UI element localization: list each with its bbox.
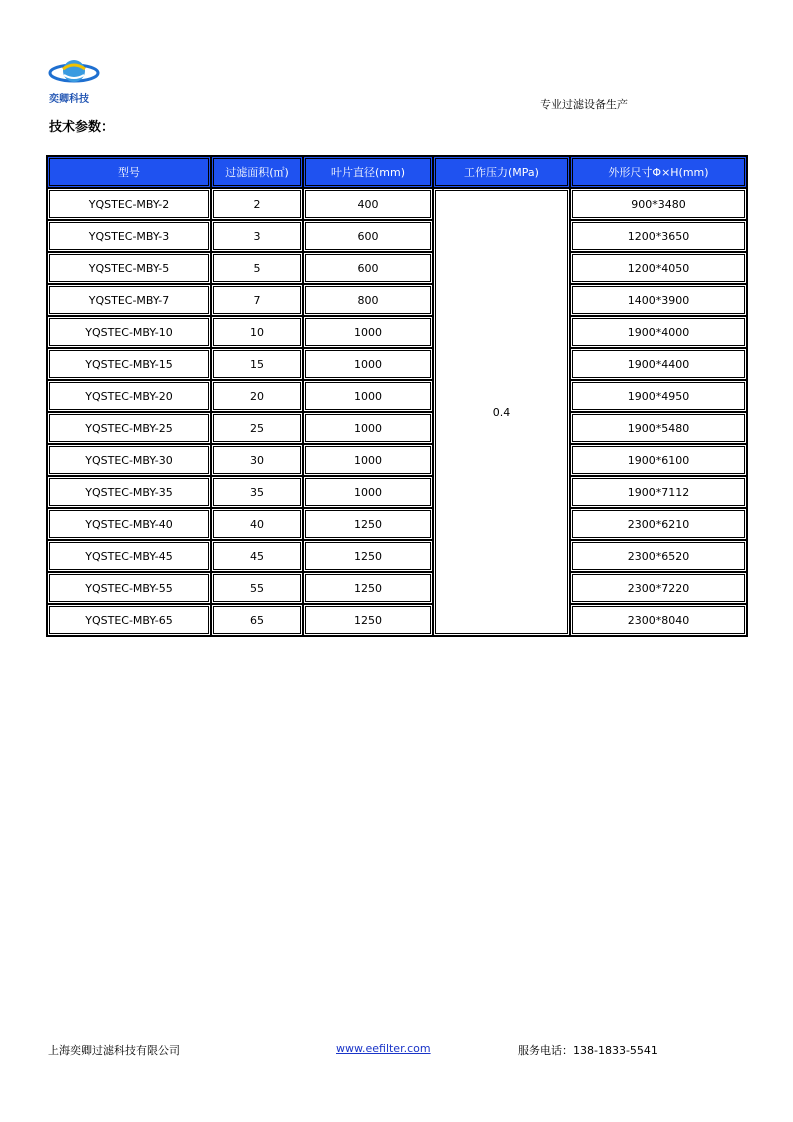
- cell-size: 2300*8040: [570, 604, 747, 636]
- cell-diameter: 800: [303, 284, 433, 316]
- table-row: [47, 220, 747, 252]
- cell-diameter: 1000: [303, 476, 433, 508]
- logo-globe-icon: [48, 55, 100, 91]
- cell-diameter: 1000: [303, 444, 433, 476]
- cell-model: YQSTEC-MBY-5: [47, 252, 211, 284]
- cell-size: 1200*4050: [570, 252, 747, 284]
- cell-diameter: 1250: [303, 604, 433, 636]
- cell-diameter: 600: [303, 252, 433, 284]
- footer-phone: 服务电话：138-1833-5541: [518, 1044, 658, 1057]
- header-size: 外形尺寸Φ×H(mm): [570, 156, 747, 188]
- footer-company-name: 上海奕卿过滤科技有限公司: [48, 1044, 180, 1057]
- table-row: [47, 380, 747, 412]
- cell-diameter: 1250: [303, 572, 433, 604]
- cell-model: YQSTEC-MBY-40: [47, 508, 211, 540]
- cell-model: YQSTEC-MBY-2: [47, 188, 211, 220]
- cell-area: 15: [211, 348, 303, 380]
- cell-size: 1200*3650: [570, 220, 747, 252]
- cell-pressure: 0.4: [433, 188, 570, 636]
- cell-area: 30: [211, 444, 303, 476]
- cell-size: 1900*4950: [570, 380, 747, 412]
- cell-model: YQSTEC-MBY-7: [47, 284, 211, 316]
- cell-model: YQSTEC-MBY-20: [47, 380, 211, 412]
- cell-area: 35: [211, 476, 303, 508]
- cell-model: YQSTEC-MBY-3: [47, 220, 211, 252]
- cell-model: YQSTEC-MBY-10: [47, 316, 211, 348]
- table-row: [47, 476, 747, 508]
- cell-model: YQSTEC-MBY-55: [47, 572, 211, 604]
- cell-model: YQSTEC-MBY-35: [47, 476, 211, 508]
- cell-area: 3: [211, 220, 303, 252]
- cell-size: 900*3480: [570, 188, 747, 220]
- header-model: 型号: [47, 156, 211, 188]
- table-row: [47, 252, 747, 284]
- cell-area: 55: [211, 572, 303, 604]
- cell-diameter: 600: [303, 220, 433, 252]
- cell-size: 2300*7220: [570, 572, 747, 604]
- logo-text: 奕卿科技: [49, 94, 89, 105]
- cell-size: 2300*6210: [570, 508, 747, 540]
- section-title: 技术参数：: [49, 120, 115, 135]
- cell-area: 10: [211, 316, 303, 348]
- cell-size: 1900*4400: [570, 348, 747, 380]
- cell-size: 1900*5480: [570, 412, 747, 444]
- cell-diameter: 1000: [303, 348, 433, 380]
- table-header-row: [47, 156, 747, 188]
- table-row: [47, 604, 747, 636]
- cell-model: YQSTEC-MBY-45: [47, 540, 211, 572]
- table-row: [47, 508, 747, 540]
- tagline: 专业过滤设备生产: [540, 98, 628, 111]
- table-row: [47, 540, 747, 572]
- cell-area: 40: [211, 508, 303, 540]
- header-pressure: 工作压力(MPa): [433, 156, 570, 188]
- table-row: [47, 412, 747, 444]
- header-area: 过滤面积(㎡): [211, 156, 303, 188]
- table-row: [47, 572, 747, 604]
- cell-area: 20: [211, 380, 303, 412]
- cell-model: YQSTEC-MBY-30: [47, 444, 211, 476]
- cell-area: 5: [211, 252, 303, 284]
- cell-area: 7: [211, 284, 303, 316]
- cell-model: YQSTEC-MBY-15: [47, 348, 211, 380]
- table-row: [47, 348, 747, 380]
- table-row: [47, 188, 747, 220]
- cell-size: 1900*6100: [570, 444, 747, 476]
- cell-area: 2: [211, 188, 303, 220]
- cell-diameter: 1000: [303, 412, 433, 444]
- header-diameter: 叶片直径(mm): [303, 156, 433, 188]
- table-row: [47, 316, 747, 348]
- footer-website-link[interactable]: www.eefilter.com: [336, 1042, 431, 1055]
- cell-size: 2300*6520: [570, 540, 747, 572]
- table-row: [47, 444, 747, 476]
- cell-size: 1900*4000: [570, 316, 747, 348]
- spec-table: [46, 155, 748, 637]
- cell-diameter: 1250: [303, 508, 433, 540]
- cell-model: YQSTEC-MBY-65: [47, 604, 211, 636]
- cell-model: YQSTEC-MBY-25: [47, 412, 211, 444]
- cell-size: 1400*3900: [570, 284, 747, 316]
- cell-area: 45: [211, 540, 303, 572]
- cell-area: 65: [211, 604, 303, 636]
- cell-diameter: 1000: [303, 380, 433, 412]
- cell-size: 1900*7112: [570, 476, 747, 508]
- cell-diameter: 400: [303, 188, 433, 220]
- table-row: [47, 284, 747, 316]
- cell-diameter: 1000: [303, 316, 433, 348]
- cell-diameter: 1250: [303, 540, 433, 572]
- cell-area: 25: [211, 412, 303, 444]
